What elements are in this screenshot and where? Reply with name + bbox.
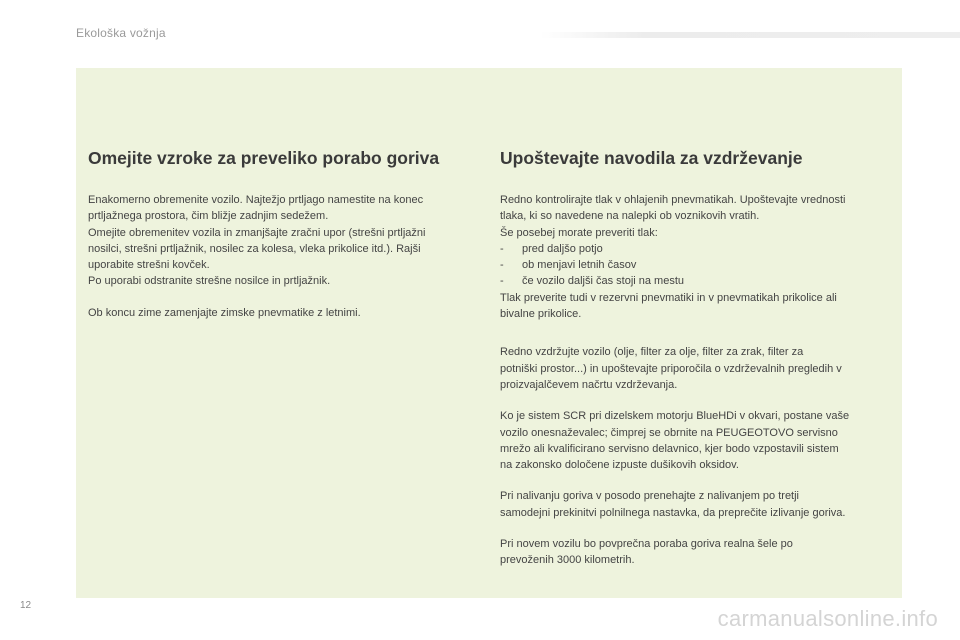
list-item xyxy=(500,257,892,273)
text-line: proizvajalčevem načrtu vzdrževanja. xyxy=(500,378,678,391)
text-line: Ko je sistem SCR pri dizelskem motorju BlueHDi v okvari, postane vaše xyxy=(500,410,850,423)
text-line: Po uporabi odstranite strešne nosilce in prtljažnik. xyxy=(88,275,331,288)
text-line: tlaka, ki so navedene na nalepki ob voznikovih vratih. xyxy=(500,210,760,223)
watermark: carmanualsonline.info xyxy=(717,606,938,631)
text-line: Redno kontrolirajte tlak v ohlajenih pnevmatikah. Upoštevajte vrednosti xyxy=(500,194,846,206)
text-line: bivalne prikolice. xyxy=(500,308,582,321)
left-heading: Omejite vzroke za preveliko porabo goriva xyxy=(88,148,440,168)
content-panel xyxy=(76,68,902,598)
dash-bullet: - xyxy=(500,275,504,288)
right-paragraph-5 xyxy=(500,536,892,569)
right-paragraph-2 xyxy=(500,344,892,393)
page-number: 12 xyxy=(20,600,32,611)
right-heading: Upoštevajte navodila za vzdrževanje xyxy=(500,148,803,168)
text-line: Omejite obremenitev vozila in zmanjšajte zračni upor (strešni prtljažni xyxy=(88,226,426,239)
text-line: mrežo ali kvalificirano servisno delavnico, kjer bodo vzpostavili sistem xyxy=(500,442,839,455)
header-bar xyxy=(540,32,960,38)
list-item-text: če vozilo daljši čas stoji na mestu xyxy=(522,275,685,288)
text-line: Pri novem vozilu bo povprečna poraba goriva realna šele po xyxy=(500,538,793,551)
list-item-text: pred daljšo potjo xyxy=(522,242,603,255)
text-line: prevoženih 3000 kilometrih. xyxy=(500,554,635,567)
right-paragraph-1 xyxy=(500,192,892,322)
right-paragraph-3 xyxy=(500,408,892,473)
right-body xyxy=(500,192,892,584)
dash-bullet: - xyxy=(500,242,504,255)
dash-bullet: - xyxy=(500,259,504,272)
list-item xyxy=(500,241,892,257)
right-paragraph-4 xyxy=(500,488,892,521)
text-line: Tlak preverite tudi v rezervni pnevmatiki in v pnevmatikah prikolice ali xyxy=(500,291,837,304)
text-line: Pri nalivanju goriva v posodo prenehajte z nalivanjem po tretji xyxy=(500,490,800,503)
text-line: potniški prostor...) in upoštevajte priporočila o vzdrževalnih pregledih v xyxy=(500,362,842,375)
list-item-text: ob menjavi letnih časov xyxy=(522,259,637,272)
list-item xyxy=(500,273,892,289)
left-body xyxy=(88,192,484,336)
left-paragraph-1 xyxy=(88,192,484,290)
text-line: prtljažnega prostora, čim bližje zadnjim sedežem. xyxy=(88,210,329,223)
left-paragraph-2: Ob koncu zime zamenjajte zimske pnevmatike z letnimi. xyxy=(88,306,361,319)
section-title: Ekološka vožnja xyxy=(76,26,166,40)
text-line: nosilci, strešni prtljažnik, nosilec za kolesa, vleka prikolice itd.). Rajši xyxy=(88,242,421,255)
text-line: Redno vzdržujte vozilo (olje, filter za olje, filter za zrak, filter za xyxy=(500,346,804,359)
text-line: vozilo onesnaževalec; čimprej se obrnite na PEUGEOTOVO servisno xyxy=(500,426,838,439)
text-line: samodejni prekinitvi polnilnega nastavka, da preprečite izlivanje goriva. xyxy=(500,506,846,519)
text-line: Enakomerno obremenite vozilo. Najtežjo prtljago namestite na konec xyxy=(88,194,424,206)
text-line: Še posebej morate preveriti tlak: xyxy=(500,226,658,239)
text-line: na zakonsko določene izpuste dušikovih oksidov. xyxy=(500,459,739,472)
text-line: uporabite strešni kovček. xyxy=(88,259,210,272)
